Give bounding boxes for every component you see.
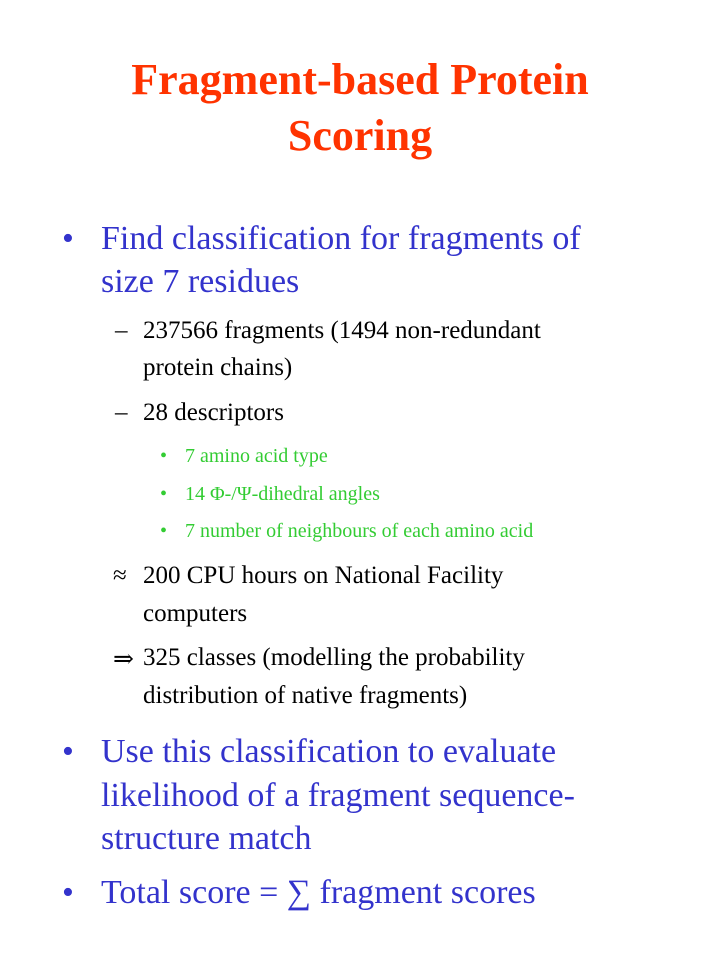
bullet-icon: • [160,520,168,542]
bullet-icon: • [62,874,74,911]
slide-title-line-1: Fragment-based Protein [131,55,589,104]
sub-descriptors: 28 descriptors [143,399,284,426]
sub-fragments-line-2: protein chains) [143,354,293,381]
sub-classes-line-2: distribution of native fragments) [143,682,468,709]
descriptor-neighbours: 7 number of neighbours of each amino acid [185,520,534,542]
bullet-icon: • [160,483,168,505]
bullet-find-classification-line-2: size 7 residues [101,263,300,300]
bullet-icon: • [160,445,168,467]
bullet-total-score: Total score = ∑ fragment scores [101,874,536,911]
bullet-icon: • [62,220,74,257]
descriptor-amino-acid-type: 7 amino acid type [185,445,328,467]
bullet-icon: • [62,733,74,770]
sub-fragments-line-1: 237566 fragments (1494 non-redundant [143,317,541,344]
bullet-find-classification-line-1: Find classification for fragments of [101,220,581,257]
descriptor-dihedral-angles: 14 Φ-/Ψ-dihedral angles [185,483,380,505]
bullet-use-classification-line-2: likelihood of a fragment sequence- [101,777,575,814]
sub-cpu-hours-line-2: computers [143,600,248,627]
sub-cpu-hours-line-1: 200 CPU hours on National Facility [143,562,504,589]
bullet-use-classification-line-1: Use this classification to evaluate [101,733,557,770]
dash-icon: – [115,399,128,426]
sub-classes-line-1: 325 classes (modelling the probability [143,644,525,671]
approx-icon: ≈ [113,562,127,589]
dash-icon: – [115,317,128,344]
implies-arrow-icon: ⇒ [113,646,134,673]
slide-title-line-2: Scoring [287,111,433,160]
bullet-use-classification-line-3: structure match [101,820,312,857]
